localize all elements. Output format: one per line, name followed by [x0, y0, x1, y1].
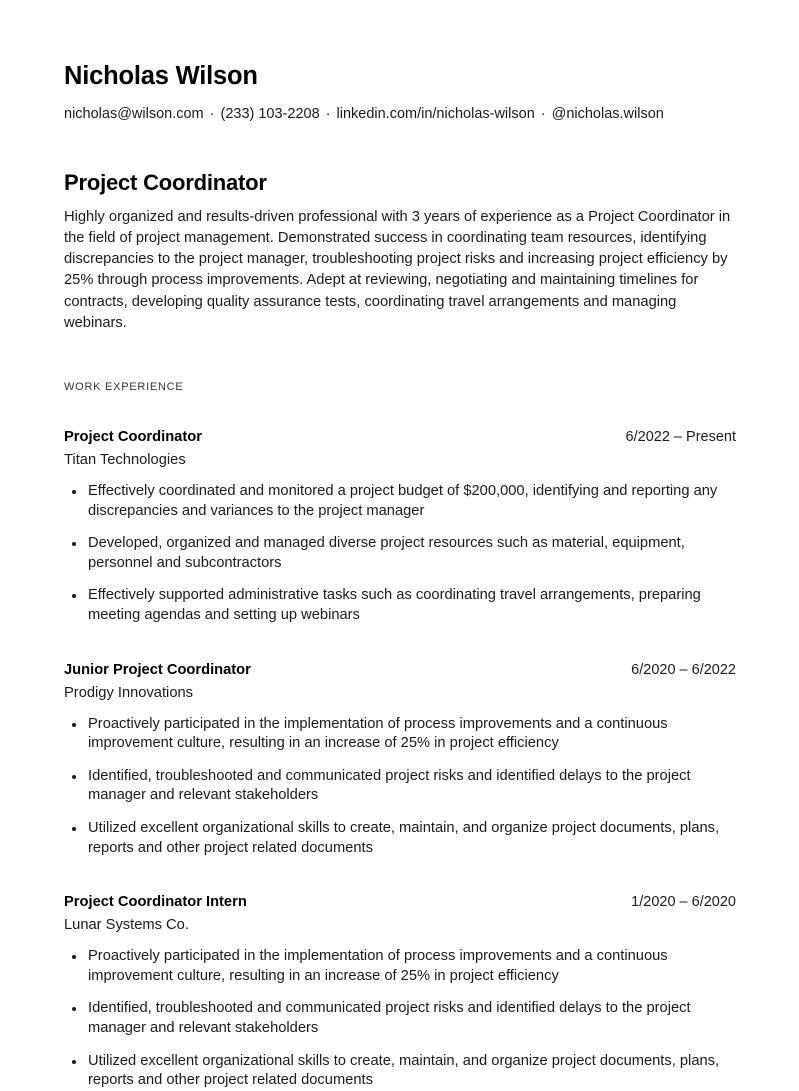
resume-sections: [64, 381, 736, 1091]
resume-section: [64, 381, 736, 1091]
experience-bullet: Effectively supported administrative tasks such as coordinating travel arrangements, preparing meeting agendas and setting up webinars: [64, 586, 736, 625]
experience-company: Titan Technologies: [64, 452, 186, 469]
experience-bullet-list: [64, 482, 736, 626]
contact-line: [64, 104, 664, 125]
experience-bullet: Identified, troubleshooted and communicated project risks and identified delays to the project manager and relevant stakeholders: [64, 767, 736, 806]
experience-bullet: Utilized excellent organizational skills to create, maintain, and organize project documents, plans, reports and other project related documents: [64, 1052, 736, 1091]
experience-bullet-list: [64, 947, 736, 1091]
experience-date-range: 6/2020 – 6/2022: [631, 661, 736, 678]
contact-separator: ·: [540, 106, 546, 123]
experience-date-range: 1/2020 – 6/2020: [631, 894, 736, 911]
headline-block: [64, 170, 736, 335]
job-headline: Project Coordinator: [64, 169, 267, 195]
experience-entry: [64, 427, 736, 626]
experience-date-range: 6/2022 – Present: [625, 429, 736, 446]
experience-bullet-list: [64, 715, 736, 859]
experience-bullet: Utilized excellent organizational skills to create, maintain, and organize project documents, plans, reports and other project related documents: [64, 819, 736, 858]
contact-linkedin[interactable]: linkedin.com/in/nicholas-wilson: [336, 106, 535, 123]
experience-entry: [64, 660, 736, 859]
experience-company: Prodigy Innovations: [64, 684, 194, 701]
contact-email[interactable]: nicholas@wilson.com: [64, 106, 204, 123]
contact-separator: ·: [325, 106, 331, 123]
experience-entry-header: [64, 660, 736, 680]
candidate-name: Nicholas Wilson: [64, 62, 258, 90]
experience-job-title: Project Coordinator: [64, 429, 202, 446]
experience-job-title: Project Coordinator Intern: [64, 894, 247, 911]
professional-summary: Highly organized and results-driven professional with 3 years of experience as a Project Coordinator in the field of project management. Demonstrated success in coordinating team resources, identifying discrepancies to the project manager, troubleshooting project risks and increasing project efficiency by 25% through process improvements. Adept at reviewing, negotiating and maintaining timelines for contracts, developing quality assurance tests, coordinating travel arrangements and managing webinars.: [64, 208, 731, 331]
section-label: WORK EXPERIENCE: [64, 381, 184, 394]
experience-company: Lunar Systems Co.: [64, 917, 189, 934]
experience-bullet: Proactively participated in the implementation of process improvements and a continuous improvement culture, resulting in an increase of 25% in project efficiency: [64, 947, 736, 986]
experience-bullet: Effectively coordinated and monitored a project budget of $200,000, identifying and reporting any discrepancies and variances to the project manager: [64, 482, 736, 521]
experience-bullet: Developed, organized and managed diverse project resources such as material, equipment, personnel and subcontractors: [64, 534, 736, 573]
experience-bullet: Proactively participated in the implementation of process improvements and a continuous improvement culture, resulting in an increase of 25% in project efficiency: [64, 715, 736, 754]
contact-handle[interactable]: @nicholas.wilson: [551, 106, 664, 123]
resume-header: [64, 62, 736, 125]
experience-entry: [64, 892, 736, 1091]
contact-separator: ·: [209, 106, 215, 123]
experience-bullet: Identified, troubleshooted and communicated project risks and identified delays to the project manager and relevant stakeholders: [64, 999, 736, 1038]
experience-entry-header: [64, 892, 736, 912]
experience-entry-header: [64, 427, 736, 447]
contact-phone[interactable]: (233) 103-2208: [220, 106, 320, 123]
experience-job-title: Junior Project Coordinator: [64, 661, 251, 678]
